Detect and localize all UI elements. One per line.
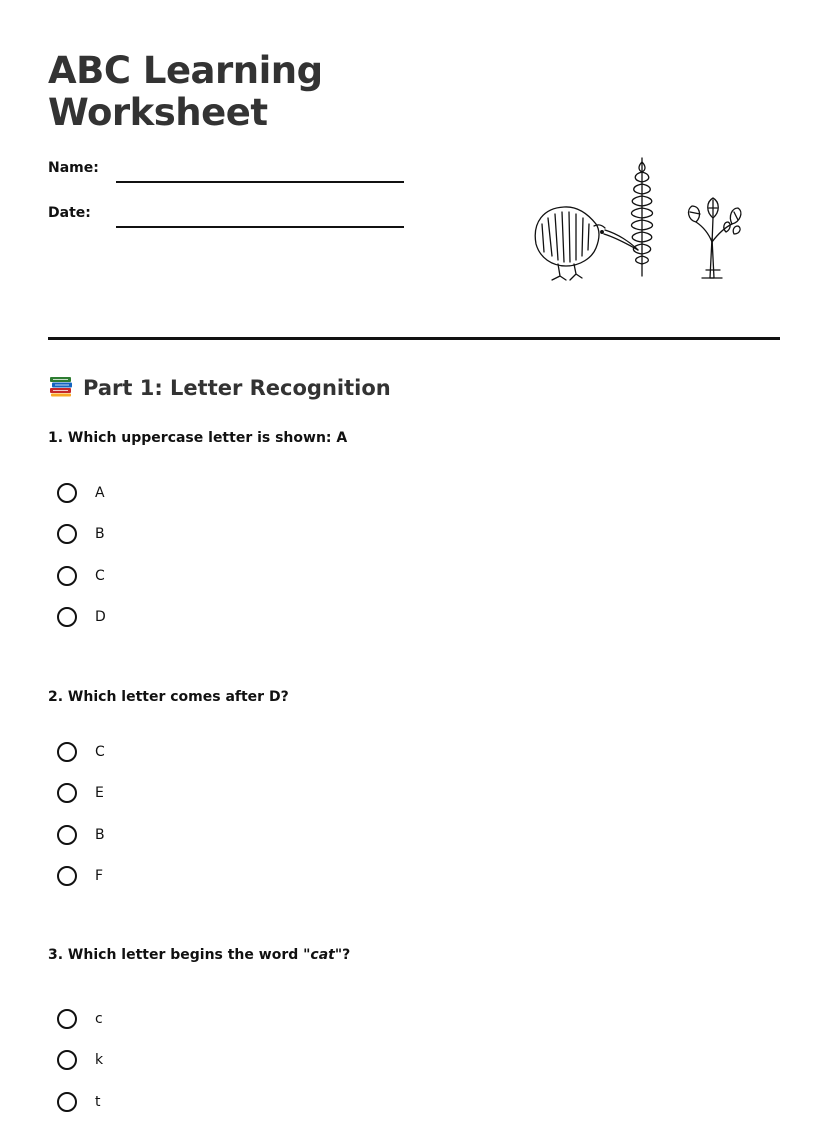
option-label: k <box>95 1052 104 1069</box>
books-icon <box>48 374 74 398</box>
option-label: E <box>95 785 104 802</box>
name-field[interactable] <box>48 160 408 190</box>
date-field[interactable] <box>48 205 408 235</box>
radio-button[interactable] <box>57 524 77 544</box>
answer-option[interactable] <box>57 742 357 783</box>
radio-button[interactable] <box>57 1050 77 1070</box>
kiwi-bird-icon <box>535 207 638 280</box>
section-divider <box>48 337 780 340</box>
fern-frond-icon <box>631 158 652 276</box>
flowering-tree-icon <box>689 198 741 278</box>
option-label: c <box>95 1011 103 1027</box>
question-1 <box>48 429 748 625</box>
radio-button[interactable] <box>57 866 77 886</box>
option-label: D <box>95 608 106 625</box>
name-label: Name: <box>48 160 99 176</box>
nature-illustration <box>530 152 750 288</box>
answer-option[interactable] <box>57 866 357 907</box>
answer-option[interactable] <box>57 524 357 565</box>
question-text <box>48 946 748 964</box>
answer-option[interactable] <box>57 783 357 824</box>
option-label: t <box>95 1093 101 1110</box>
question-text-start: 3. Which letter begins the word " <box>48 947 311 963</box>
answer-option[interactable] <box>57 825 357 866</box>
question-3 <box>48 946 748 1110</box>
answer-options <box>57 483 357 648</box>
answer-option[interactable] <box>57 566 357 607</box>
question-text: 2. Which letter comes after D? <box>48 689 289 705</box>
worksheet-page <box>48 0 780 1118</box>
question-keyword: cat <box>310 947 335 963</box>
answer-option[interactable] <box>57 483 357 524</box>
radio-button[interactable] <box>57 1009 77 1029</box>
section-heading-text: Part 1: Letter Recognition <box>83 376 391 400</box>
option-label: B <box>95 526 105 543</box>
answer-option[interactable] <box>57 1092 357 1133</box>
radio-button[interactable] <box>57 825 77 845</box>
date-line[interactable] <box>116 226 404 228</box>
radio-button[interactable] <box>57 742 77 762</box>
radio-button[interactable] <box>57 607 77 627</box>
date-label: Date: <box>48 205 91 221</box>
question-text: 1. Which uppercase letter is shown: A <box>48 430 348 446</box>
answer-option[interactable] <box>57 1050 357 1091</box>
answer-option[interactable] <box>57 607 357 648</box>
radio-button[interactable] <box>57 783 77 803</box>
radio-button[interactable] <box>57 1092 77 1112</box>
section-title <box>48 373 391 403</box>
answer-options <box>57 742 357 907</box>
name-line[interactable] <box>116 181 404 183</box>
worksheet-title: ABC Learning Worksheet <box>48 49 323 134</box>
answer-option[interactable] <box>57 1009 357 1050</box>
option-label: B <box>95 826 105 843</box>
answer-options <box>57 1009 357 1133</box>
option-label: C <box>95 744 105 760</box>
option-label: A <box>95 485 105 501</box>
question-2 <box>48 688 748 884</box>
option-label: C <box>95 567 105 584</box>
radio-button[interactable] <box>57 566 77 586</box>
question-text-end: "? <box>334 947 351 963</box>
option-label: F <box>95 867 104 884</box>
radio-button[interactable] <box>57 483 77 503</box>
